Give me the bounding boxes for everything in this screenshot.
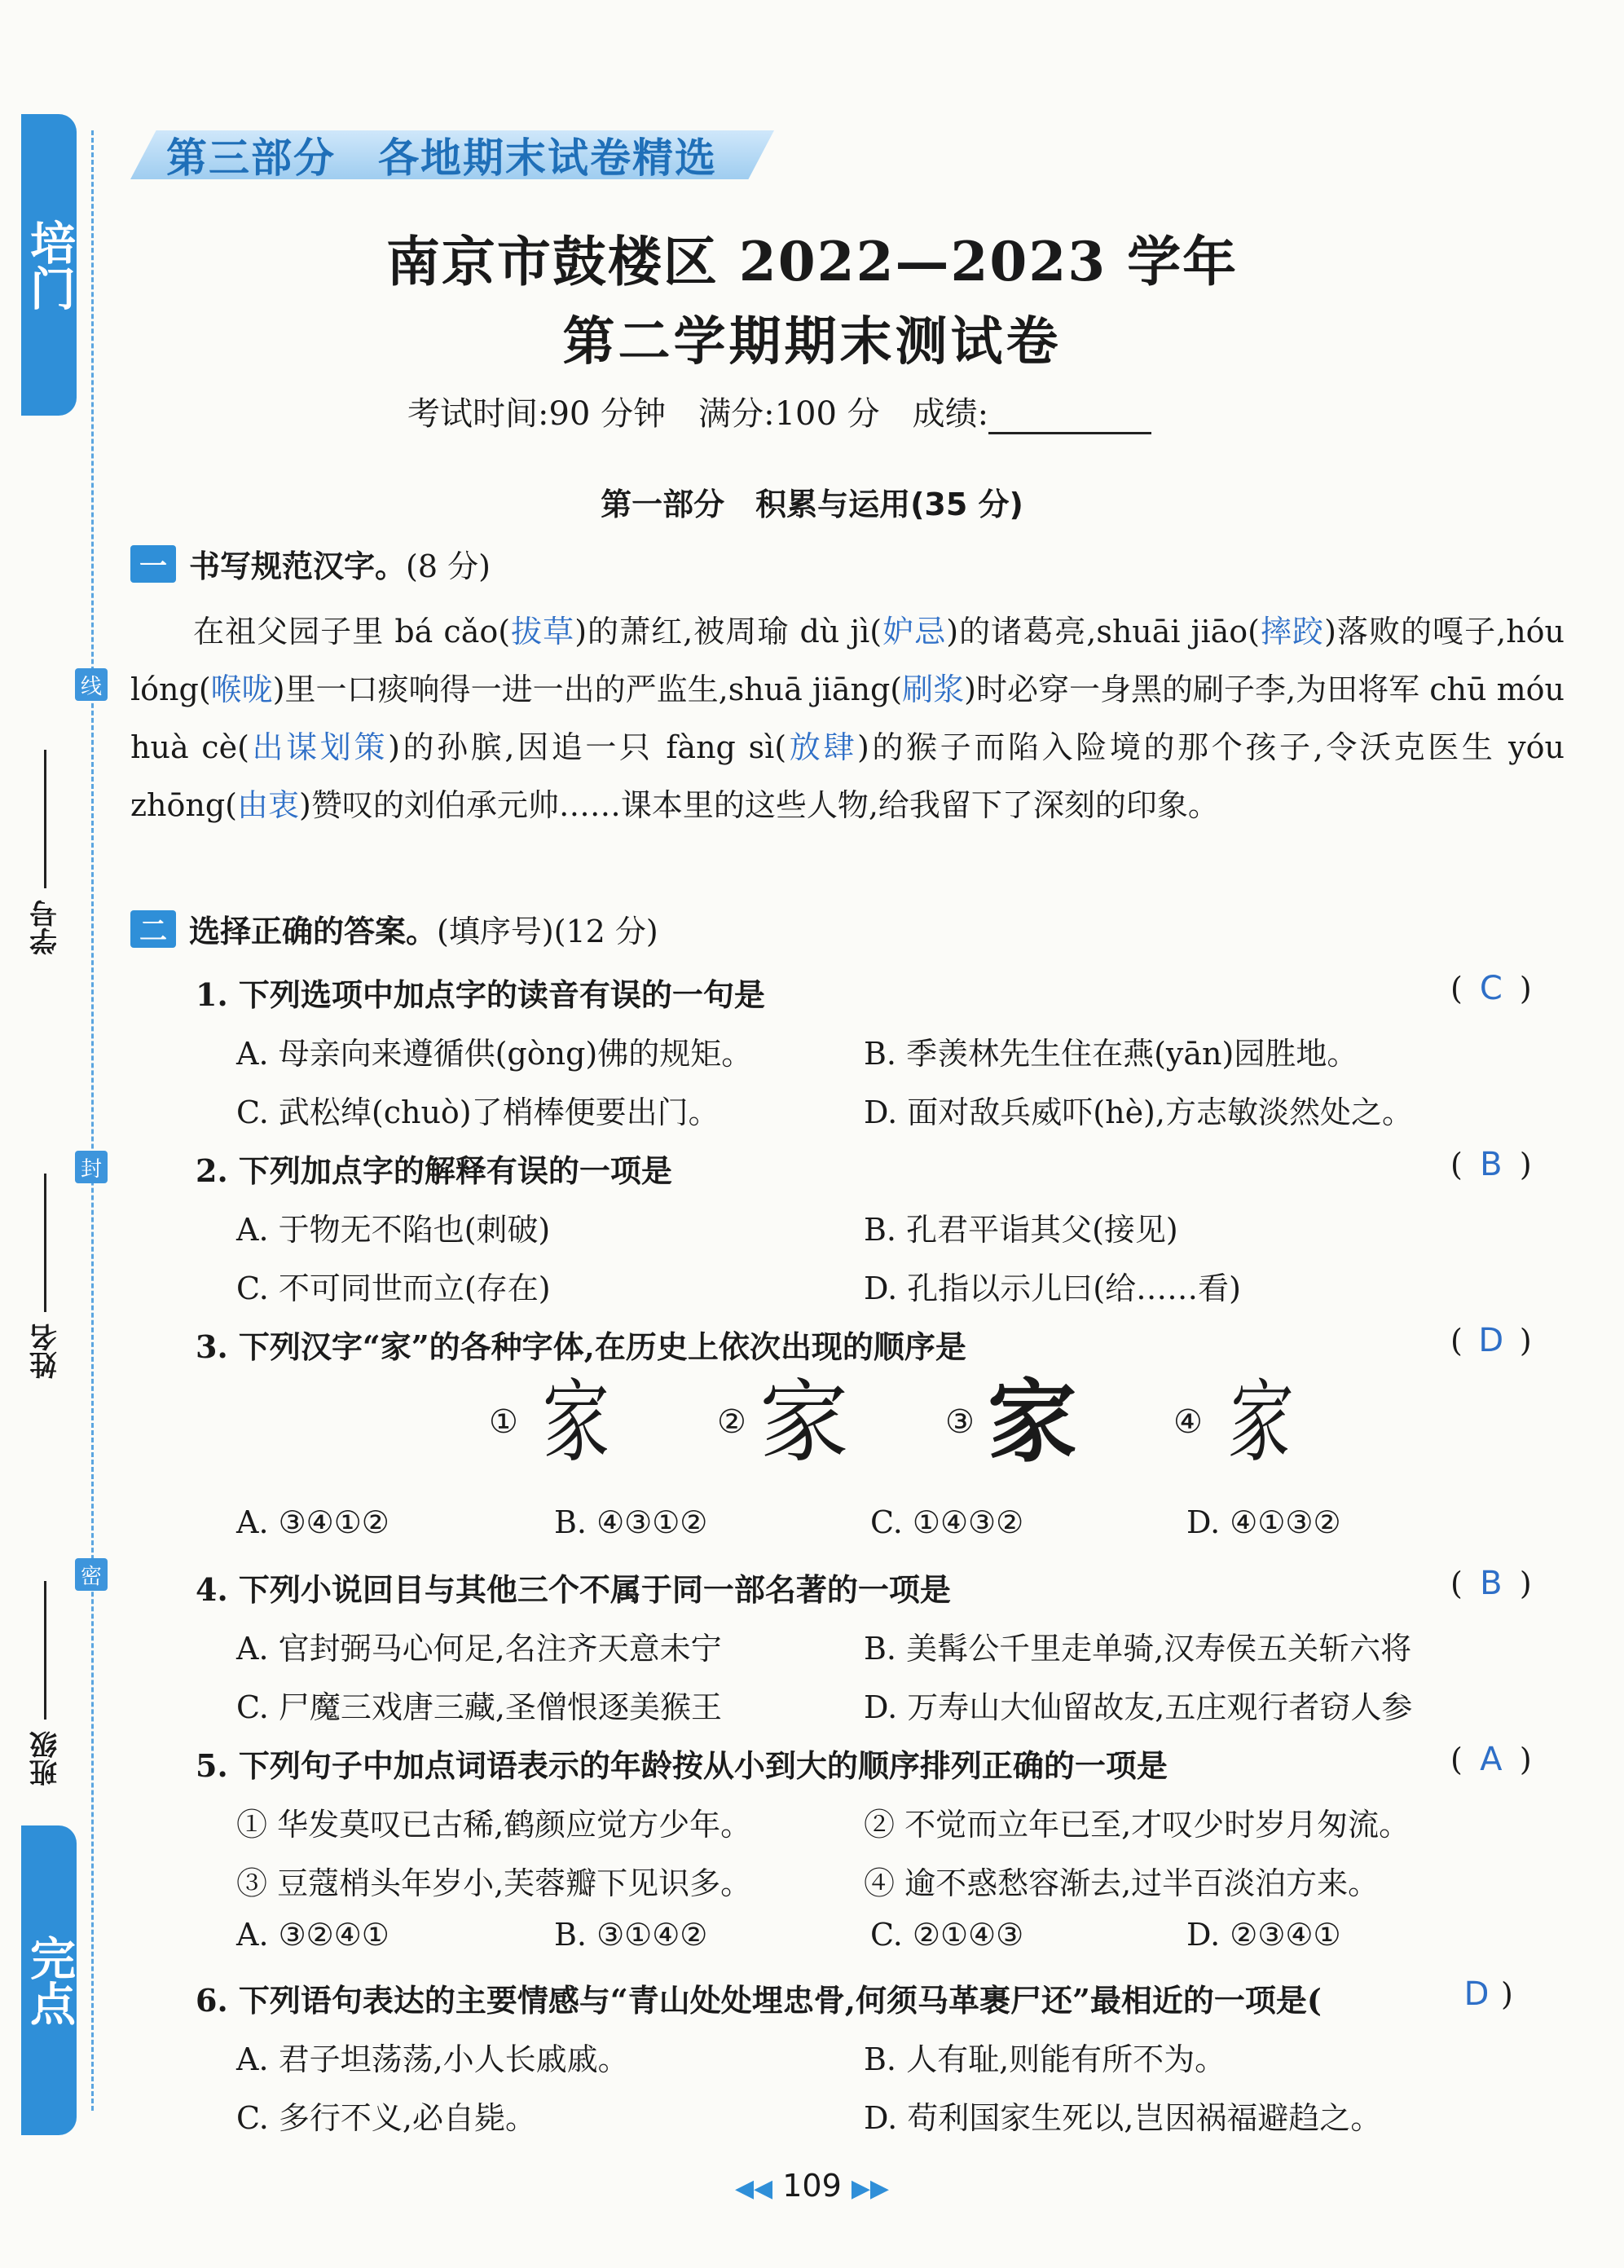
q4-stem: 4. 下列小说回目与其他三个不属于同一部名著的一项是 xyxy=(196,1571,951,1608)
class-label: 班级 xyxy=(29,1731,63,1786)
q5-option-a: A. ③②④① xyxy=(236,1917,389,1953)
answer-handwriting: 妒忌 xyxy=(882,614,947,650)
page-footer xyxy=(0,2168,1624,2204)
section2-heading xyxy=(130,906,658,951)
q3-option-a: A. ③④①② xyxy=(236,1504,389,1540)
exam-info-text: 考试时间:90 分钟 满分:100 分 成绩: xyxy=(407,395,989,433)
section1-passage xyxy=(130,603,1565,835)
passage-text: )落败的嘎子,hóu lóng( xyxy=(130,614,1565,707)
side-tab-top: 培门 xyxy=(21,114,77,416)
q6-option-a: A. 君子坦荡荡,小人长戚戚。 xyxy=(236,2041,629,2077)
q3-glyph-row xyxy=(489,1370,1402,1474)
answer-handwriting: 摔跤 xyxy=(1259,614,1325,650)
q3-option-c: C. ①④③② xyxy=(870,1504,1024,1540)
passage-text: )里一口痰响得一进一出的严监生,shuā jiāng( xyxy=(272,672,903,707)
q5-sentence-2: ② 不觉而立年已至,才叹少时岁月匆流。 xyxy=(864,1807,1411,1843)
left-arrows-icon: ◀◀ xyxy=(734,2174,773,2203)
q5-option-c: C. ②①④③ xyxy=(870,1917,1024,1953)
q4-option-c: C. 尸魔三戏唐三藏,圣僧恨逐美猴王 xyxy=(236,1689,722,1725)
q2-option-c: C. 不可同世而立(存在) xyxy=(236,1271,551,1306)
q4-option-a: A. 官封弼马心何足,名注齐天意未宁 xyxy=(236,1631,722,1667)
q5-answer: A xyxy=(1480,1741,1503,1778)
passage-text: 在祖父园子里 bá cǎo( xyxy=(192,614,511,650)
answer-handwriting: 放肆 xyxy=(786,729,857,765)
q3-answer: D xyxy=(1478,1322,1504,1359)
q6-option-c: C. 多行不义,必自毙。 xyxy=(236,2100,536,2136)
q6-answer: D xyxy=(1463,1975,1490,2013)
section1-heading xyxy=(130,541,491,586)
glyph-1: ① 家 xyxy=(489,1370,610,1474)
student-name-label: 姓名 xyxy=(29,1323,63,1379)
q1-option-b: B. 季羡林先生住在燕(yān)园胜地。 xyxy=(864,1036,1358,1072)
answer-handwriting: 喉咙 xyxy=(210,672,273,707)
seal-word-xian: 线 xyxy=(75,668,108,701)
passage-text: )赞叹的刘伯承元帅……课本里的这些人物,给我留下了深刻的印象。 xyxy=(299,787,1219,823)
q6-option-d: D. 苟利国家生死以,岂因祸福避趋之。 xyxy=(864,2100,1382,2136)
q4-option-d: D. 万寿山大仙留故友,五庄观行者窃人参 xyxy=(864,1689,1413,1725)
side-tab-bottom: 完点 xyxy=(21,1825,77,2135)
section1-points: (8 分) xyxy=(406,548,491,584)
seal-word-mi: 密 xyxy=(75,1558,108,1591)
glyph-3: ③ 家 xyxy=(945,1370,1077,1474)
q1-answer: C xyxy=(1479,970,1503,1007)
q1-stem: 1. 下列选项中加点字的读音有误的一句是 xyxy=(196,976,765,1013)
student-id-label: 学号 xyxy=(29,900,63,955)
q6-option-b: B. 人有耻,则能有所不为。 xyxy=(864,2041,1226,2077)
part-banner-text: 第三部分 各地期末试卷精选 xyxy=(166,134,717,182)
exam-info xyxy=(407,388,1151,434)
q1-option-a: A. 母亲向来遵循供(gòng)佛的规矩。 xyxy=(236,1036,753,1072)
answer-handwriting: 拔草 xyxy=(510,614,575,650)
answer-handwriting: 刷浆 xyxy=(902,672,965,707)
q6-answer-bracket: D ) xyxy=(1452,1975,1513,2013)
glyph-clerical-script: 家 xyxy=(759,1370,849,1474)
page-number: 109 xyxy=(782,2168,842,2204)
glyph-oracle-script: 家 xyxy=(1225,1370,1296,1474)
part-banner xyxy=(130,122,774,184)
score-blank xyxy=(988,401,1151,434)
q5-sentence-1: ① 华发莫叹已古稀,鹤颜应觉方少年。 xyxy=(236,1807,752,1843)
exam-title-line1: 南京市鼓楼区 2022—2023 学年 xyxy=(385,230,1239,293)
answer-handwriting: 出谋划策 xyxy=(249,729,389,765)
q5-sentence-3: ③ 豆蔻梢头年岁小,芙蓉瓣下见识多。 xyxy=(236,1865,752,1901)
q3-answer-bracket: ( D ) xyxy=(1450,1322,1532,1359)
passage-text: )的诸葛亮,shuāi jiāo( xyxy=(946,614,1260,650)
passage-text: )的孙膑,因追一只 fàng sì( xyxy=(388,729,787,765)
q6-stem: 6. 下列语句表达的主要情感与“青山处处埋忠骨,何须马革裹尸还”最相近的一项是( xyxy=(196,1982,1322,2019)
q1-answer-bracket: ( C ) xyxy=(1450,970,1532,1007)
q4-answer-bracket: ( B ) xyxy=(1450,1565,1532,1602)
passage-text: )的猴子而陷入险境的那个孩子,令沃克医生 yóu zhōng( xyxy=(130,729,1565,823)
q4-option-b: B. 美髯公千里走单骑,汉寿侯五关斩六将 xyxy=(864,1631,1412,1667)
glyph-regular-script: 家 xyxy=(987,1370,1077,1474)
binding-cut-line xyxy=(91,130,94,2111)
part1-title: 第一部分 积累与运用(35 分) xyxy=(601,487,1023,522)
q2-option-d: D. 孔指以示儿曰(给……看) xyxy=(864,1271,1241,1306)
q3-option-b: B. ④③①② xyxy=(554,1504,708,1540)
q5-answer-bracket: ( A ) xyxy=(1450,1741,1532,1778)
q4-answer: B xyxy=(1480,1565,1503,1602)
seal-word-feng: 封 xyxy=(75,1151,108,1183)
q2-answer: B xyxy=(1480,1146,1503,1183)
passage-text: )时必穿一身黑的刷子李,为田将军 chū móu huà cè( xyxy=(130,672,1565,765)
q2-stem: 2. 下列加点字的解释有误的一项是 xyxy=(196,1152,672,1189)
exam-title-line2: 第二学期期末测试卷 xyxy=(562,311,1062,372)
glyph-4: ④ 家 xyxy=(1173,1370,1296,1474)
q2-answer-bracket: ( B ) xyxy=(1450,1146,1532,1183)
q1-option-c: C. 武松绰(chuò)了梢棒便要出门。 xyxy=(236,1094,720,1130)
q5-stem: 5. 下列句子中加点词语表示的年龄按从小到大的顺序排列正确的一项是 xyxy=(196,1747,1168,1784)
q3-stem: 3. 下列汉字“家”的各种字体,在历史上依次出现的顺序是 xyxy=(196,1328,966,1365)
q2-option-a: A. 于物无不陷也(刺破) xyxy=(236,1212,551,1248)
right-arrows-icon: ▶▶ xyxy=(851,2174,890,2203)
student-name-field xyxy=(21,1174,70,1379)
q5-option-d: D. ②③④① xyxy=(1186,1917,1341,1953)
passage-text: )的萧红,被周瑜 dù jì( xyxy=(574,614,882,650)
q5-sentence-4: ④ 逾不惑愁容渐去,过半百淡泊方来。 xyxy=(864,1865,1380,1901)
glyph-seal-script: 家 xyxy=(542,1370,610,1474)
section1-title: 书写规范汉字。 xyxy=(189,548,407,584)
glyph-2: ② 家 xyxy=(717,1370,849,1474)
student-id-field xyxy=(21,750,70,955)
section1-mark: 一 xyxy=(130,545,176,583)
q5-option-b: B. ③①④② xyxy=(554,1917,708,1953)
class-field xyxy=(21,1581,70,1786)
section2-mark: 二 xyxy=(130,910,176,948)
q2-option-b: B. 孔君平诣其父(接见) xyxy=(864,1212,1178,1248)
section2-title: 选择正确的答案。 xyxy=(189,914,438,949)
q3-option-d: D. ④①③② xyxy=(1186,1504,1341,1540)
q1-option-d: D. 面对敌兵威吓(hè),方志敏淡然处之。 xyxy=(864,1094,1413,1130)
answer-handwriting: 由衷 xyxy=(237,787,300,823)
section2-points: (填序号)(12 分) xyxy=(437,914,658,949)
